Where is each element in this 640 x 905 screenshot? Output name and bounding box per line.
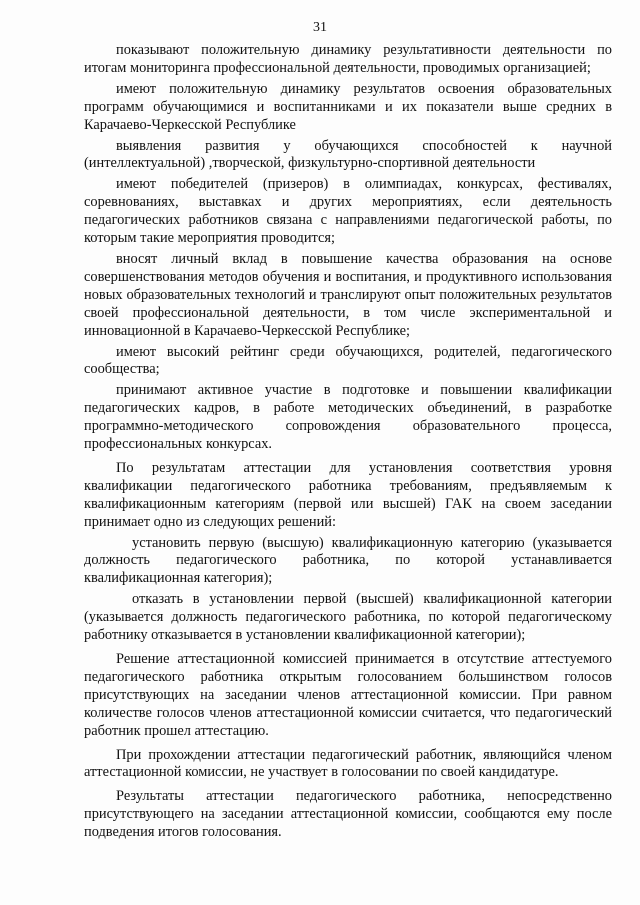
- paragraph-results-announcement: Результаты аттестации педагогического работника, непосредственно присутствующего на заседании аттестационной комиссии, сообщаются ему после подведения итогов голосования.: [84, 788, 612, 841]
- paragraph-personal-contribution: вносят личный вклад в повышение качества образования на основе совершенствования методов обучения и воспитания, и продуктивного использования новых образовательных технологий и транслируют опыт положительных результатов своей профессиональной деятельности, в том числе экспериментальной и инновационной в Карачаево-Черкесской Республике;: [84, 250, 612, 339]
- paragraph-rating: имеют высокий рейтинг среди обучающихся, родителей, педагогического сообщества;: [84, 343, 612, 378]
- document-body: [84, 42, 612, 845]
- paragraph-member-candidacy: При прохождении аттестации педагогический работник, являющийся членом аттестационной комиссии, не участвует в голосовании по своей кандидатуре.: [84, 746, 612, 781]
- paragraph-commission-decision: Решение аттестационной комиссией принимается в отсутствие аттестуемого педагогического работника открытым голосованием большинством голосов присутствующих на заседании членов аттестационной комиссии. При равном количестве голосов членов аттестационной комиссии считается, что педагогический работник прошел аттестацию.: [84, 651, 612, 739]
- paragraph-winners: имеют победителей (призеров) в олимпиадах, конкурсах, фестивалях, соревнованиях, выставках и других мероприятиях, если деятельность педагогических работников связана с направлениями педагогической работы, по которым такие мероприятия проводится;: [84, 176, 612, 247]
- page-number: 31: [313, 20, 327, 35]
- paragraph-attestation-results: По результатам аттестации для установления соответствия уровня квалификации педагогического работника требованиям, предъявляемым к квалификационным категориям (первой или высшей) ГАК на своем заседании принимает одно из следующих решений:: [84, 459, 612, 530]
- paragraph-decision-refuse: отказать в установлении первой (высшей) квалификационной категории (указывается должность педагогического работника, по которой педагогическому работнику отказывается в установлении квалификационной категории);: [84, 591, 612, 644]
- paragraph-positive-dynamics: показывают положительную динамику результативности деятельности по итогам мониторинга профессиональной деятельности, проводимых организацией;: [84, 42, 612, 76]
- paragraph-active-participation: принимают активное участие в подготовке и повышении квалификации педагогических кадров, в работе методических объединений, в разработке программно-методического сопровождения образовательного процесса, профессиональных конкурсах.: [84, 382, 612, 453]
- paragraph-program-results: имеют положительную динамику результатов освоения образовательных программ обучающимися и воспитанниками и их показатели выше средних в Карачаево-Черкесской Республике: [84, 80, 612, 133]
- paragraph-abilities: выявления развития у обучающихся способностей к научной (интеллектуальной) ,творческой, физкультурно-спортивной деятельности: [84, 137, 612, 172]
- paragraph-decision-establish: установить первую (высшую) квалификационную категорию (указывается должность педагогического работника, по которой устанавливается квалификационная категория);: [84, 534, 612, 587]
